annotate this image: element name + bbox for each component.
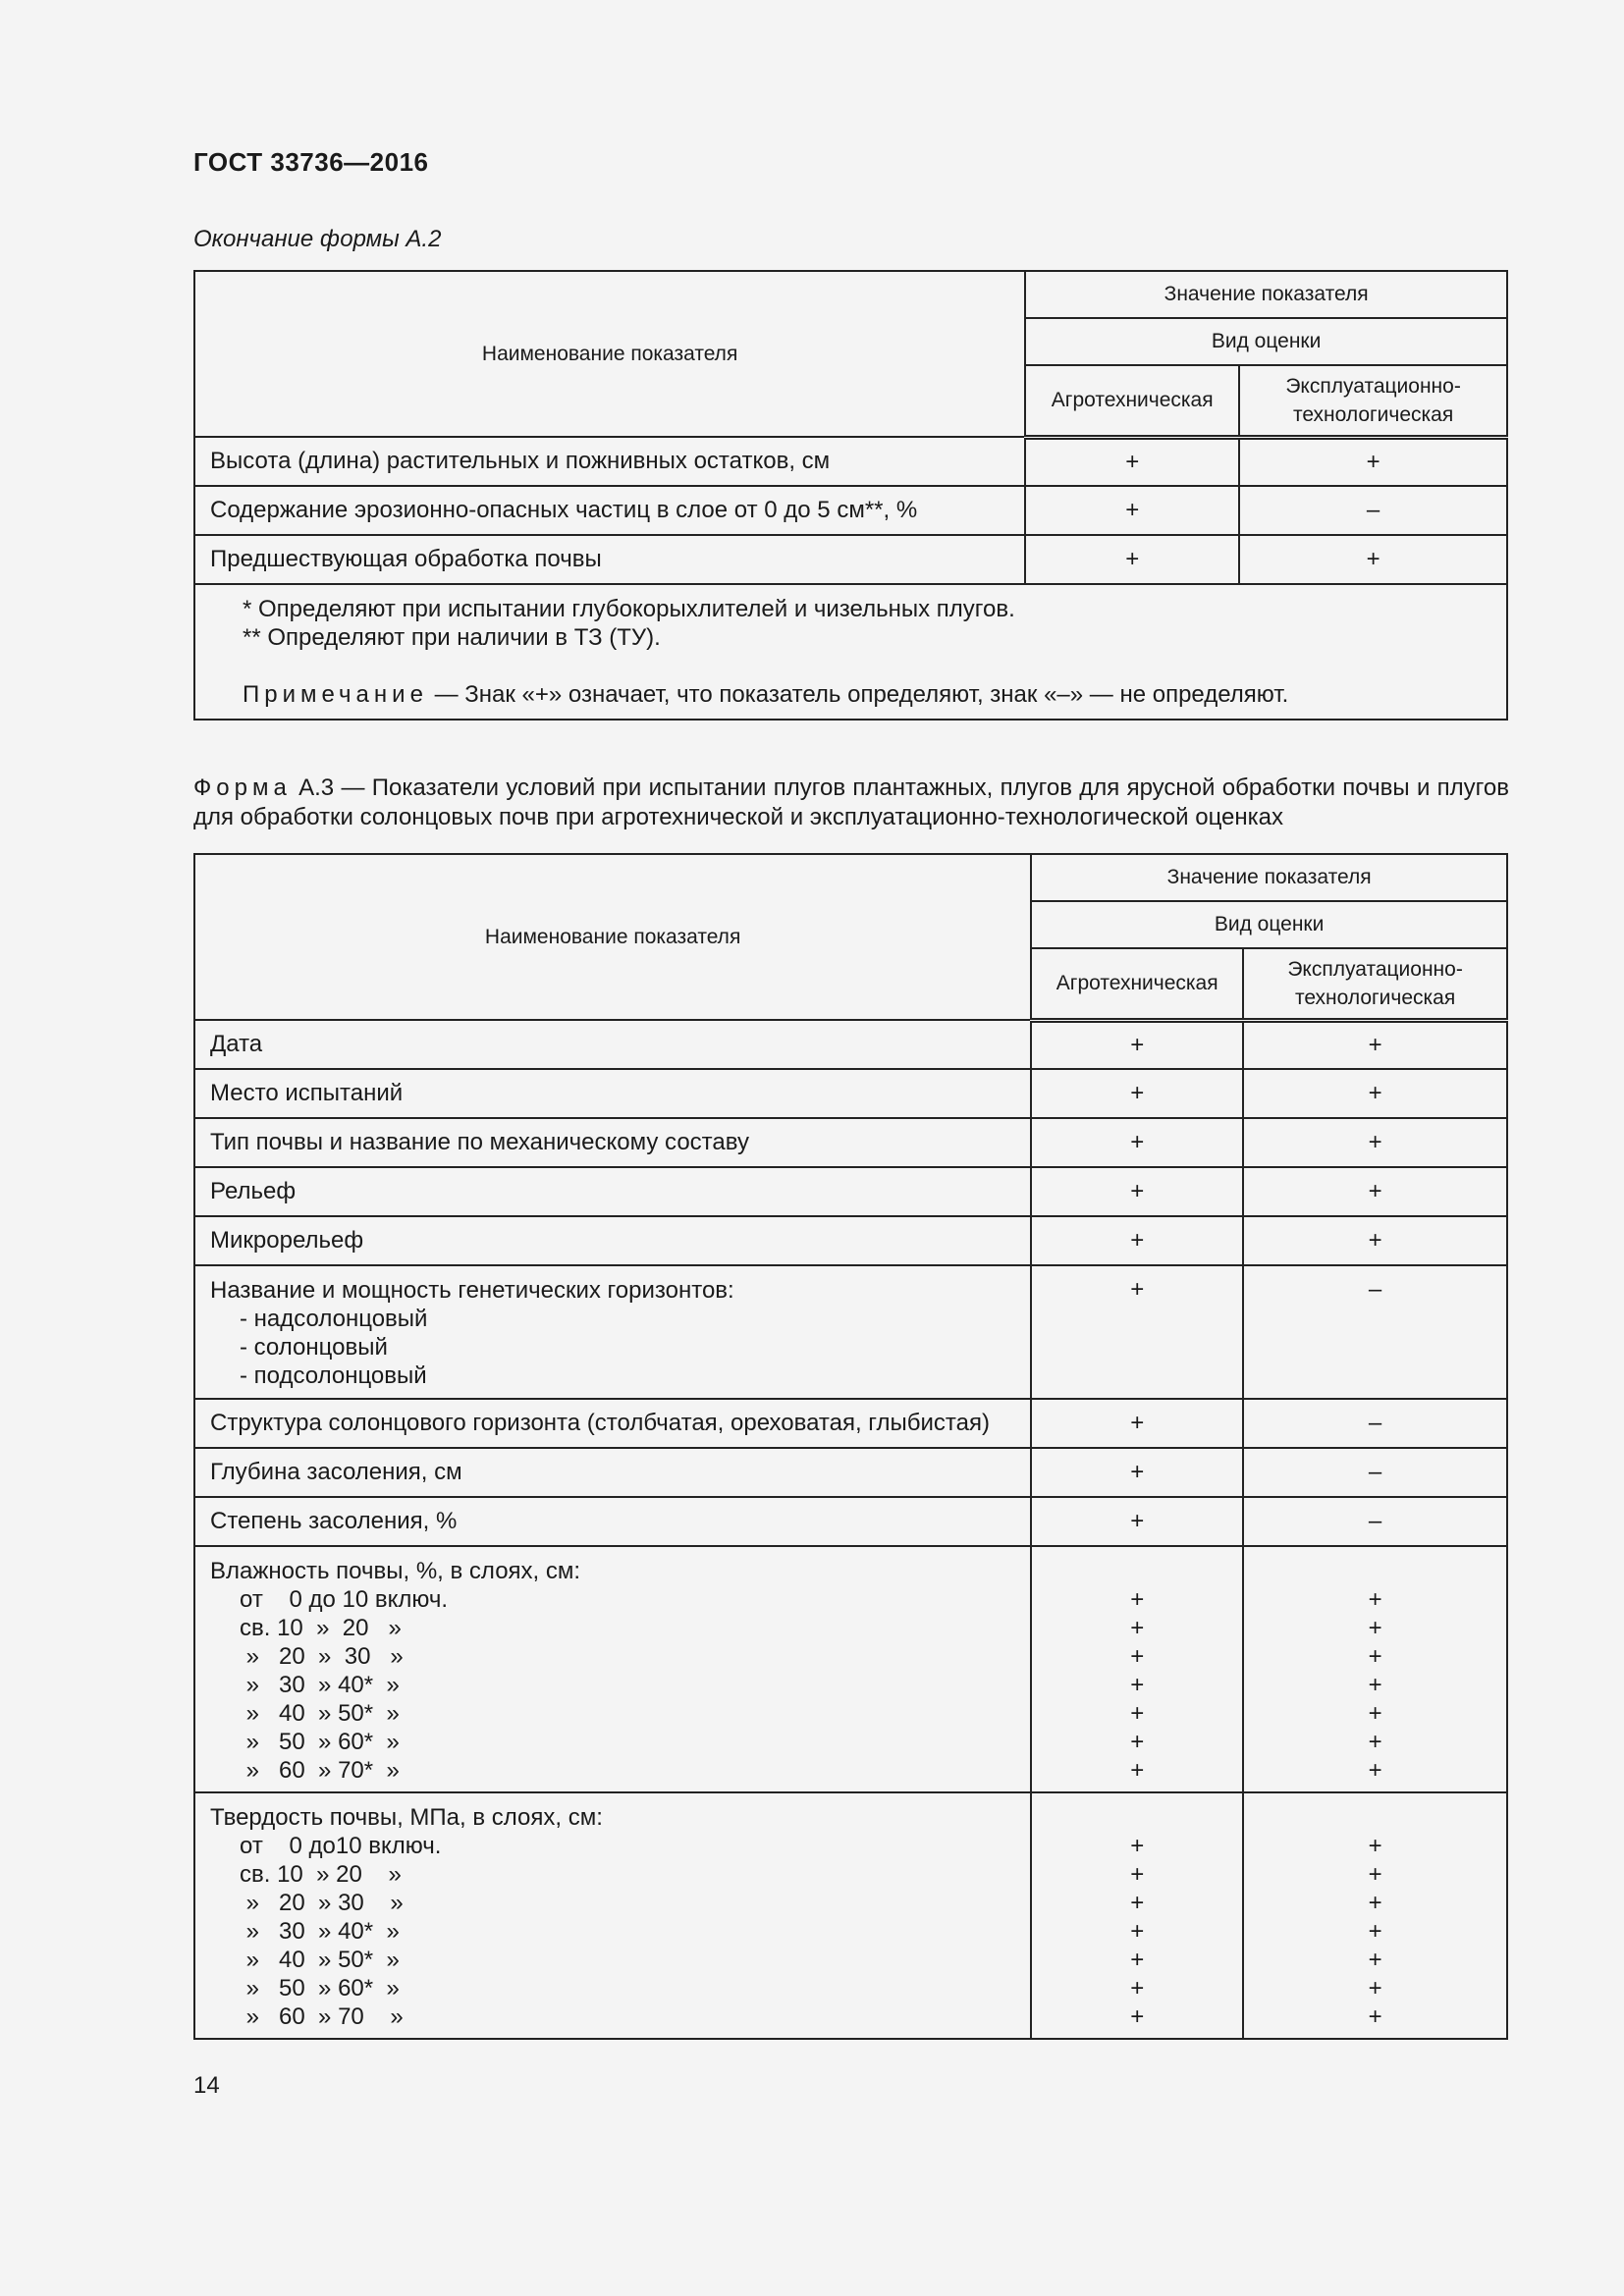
- table-caption: Окончание формы А.2: [193, 226, 442, 252]
- table-notes: [194, 584, 1507, 720]
- page-number: 14: [193, 2072, 220, 2099]
- col-header-kind: Вид оценки: [1025, 318, 1507, 365]
- table-remark: Примечание — Знак «+» означает, что показатель определяют, знак «–» — не определяют.: [243, 681, 1289, 708]
- col-header-exp: Эксплуатационно- технологическая: [1239, 365, 1507, 437]
- footnote-1: * Определяют при испытании глубокорыхлителей и чизельных плугов.: [243, 596, 1015, 622]
- footnote-2: ** Определяют при наличии в ТЗ (ТУ).: [243, 624, 661, 651]
- table-row: Глубина засоления, см + –: [194, 1448, 1507, 1497]
- form-a3-caption: Форма А.3 — Показатели условий при испытании плугов плантажных, плугов для ярусной обработки почвы и плугов для обработки солонцовых почв при агротехнической и эксплуатационно-технологической оценках: [193, 774, 1509, 830]
- col-header-value: Значение показателя: [1031, 854, 1507, 901]
- table-row: Высота (длина) растительных и пожнивных остатков, см + +: [194, 437, 1507, 486]
- col-header-value: Значение показателя: [1025, 271, 1507, 318]
- table-row: Рельеф + +: [194, 1167, 1507, 1216]
- table-row: Место испытаний + +: [194, 1069, 1507, 1118]
- col-header-agro: Агротехническая: [1025, 365, 1239, 437]
- table-row: Твердость почвы, МПа, в слоях, см: от 0 до10 включ. св. 10 » 20 » » 20 » 30 » » 30 » 40* » » 40 » 50* » » 50 » 60* » » 60 » 70 » + + + + + + + + + + + + + +: [194, 1792, 1507, 2039]
- col-header-name: Наименование показателя: [194, 271, 1025, 437]
- table-row: Микрорельеф + +: [194, 1216, 1507, 1265]
- table-row: Дата + +: [194, 1020, 1507, 1069]
- table-row: Содержание эрозионно-опасных частиц в слое от 0 до 5 см**, % + –: [194, 486, 1507, 535]
- table-row: Структура солонцового горизонта (столбчатая, ореховатая, глыбистая) + –: [194, 1399, 1507, 1448]
- form-a2-table: [193, 270, 1508, 721]
- table-row: Степень засоления, % + –: [194, 1497, 1507, 1546]
- table-row: Тип почвы и название по механическому составу + +: [194, 1118, 1507, 1167]
- col-header-exp: Эксплуатационно- технологическая: [1243, 948, 1507, 1020]
- table-row: Предшествующая обработка почвы + +: [194, 535, 1507, 584]
- table-row: Влажность почвы, %, в слоях, см: от 0 до 10 включ. св. 10 » 20 » » 20 » 30 » » 30 » 40* » » 40 » 50* » » 50 » 60* » » 60 » 70* » + + + + + + + + + + + + + +: [194, 1546, 1507, 1792]
- col-header-agro: Агротехническая: [1031, 948, 1243, 1020]
- document-code: ГОСТ 33736—2016: [193, 147, 429, 177]
- table-row: Название и мощность генетических горизонтов: - надсолонцовый - солонцовый - подсолонцовый + –: [194, 1265, 1507, 1399]
- col-header-kind: Вид оценки: [1031, 901, 1507, 948]
- form-a3-table: [193, 853, 1508, 2040]
- col-header-name: Наименование показателя: [194, 854, 1031, 1020]
